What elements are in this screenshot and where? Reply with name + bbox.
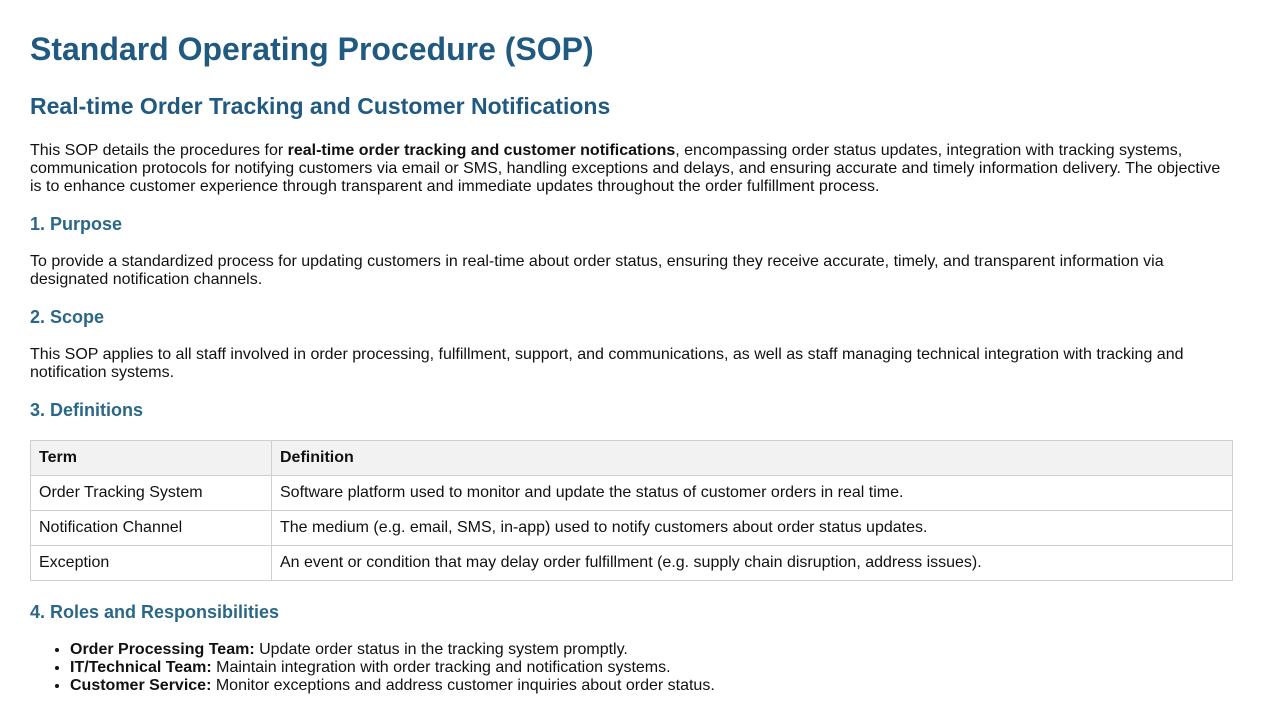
definition-cell: An event or condition that may delay order fulfillment (e.g. supply chain disruption, address issues). [272,546,1233,581]
definitions-table [30,440,1233,581]
table-header-row [31,441,1233,476]
purpose-heading: 1. Purpose [30,214,123,234]
intro-text-before: This SOP details the procedures for [30,142,288,159]
role-name: IT/Technical Team: [70,659,212,676]
column-header-definition: Definition [272,441,1233,476]
roles-heading: 4. Roles and Responsibilities [30,602,280,622]
scope-heading: 2. Scope [30,307,105,327]
page-title: Standard Operating Procedure (SOP) [30,31,594,67]
roles-list [30,641,1233,695]
role-name: Customer Service: [70,677,212,694]
term-cell: Exception [31,546,272,581]
intro-paragraph [30,142,1233,196]
term-cell: Order Tracking System [31,476,272,511]
role-name: Order Processing Team: [70,641,255,658]
table-row [31,476,1233,511]
definition-cell: Software platform used to monitor and update the status of customer orders in real time. [272,476,1233,511]
intro-text-after: , encompassing order status updates, integration with tracking systems, communication protocols for notifying customers via email or SMS, handling exceptions and delays, and ensuring accurate and timely information delivery. The objective is to enhance customer experience through transparent and immediate updates throughout the order fulfillment process. [30,142,1221,195]
table-row [31,511,1233,546]
definitions-heading: 3. Definitions [30,400,144,420]
list-item [70,677,1233,695]
table-row [31,546,1233,581]
term-cell: Notification Channel [31,511,272,546]
scope-text: This SOP applies to all staff involved in order processing, fulfillment, support, and communications, as well as staff managing technical integration with tracking and notification systems. [30,346,1184,381]
role-description: Update order status in the tracking system promptly. [254,641,628,658]
role-description: Monitor exceptions and address customer inquiries about order status. [211,677,715,694]
intro-text-bold: real-time order tracking and customer notifications [287,142,676,159]
definition-cell: The medium (e.g. email, SMS, in-app) used to notify customers about order status updates. [272,511,1233,546]
page-subtitle: Real-time Order Tracking and Customer Notifications [30,93,611,119]
list-item [70,659,1233,677]
role-description: Maintain integration with order tracking and notification systems. [211,659,671,676]
column-header-term: Term [31,441,272,476]
purpose-text: To provide a standardized process for updating customers in real-time about order status, ensuring they receive accurate, timely, and transparent information via designated notification channels. [30,253,1164,288]
list-item [70,641,1233,659]
